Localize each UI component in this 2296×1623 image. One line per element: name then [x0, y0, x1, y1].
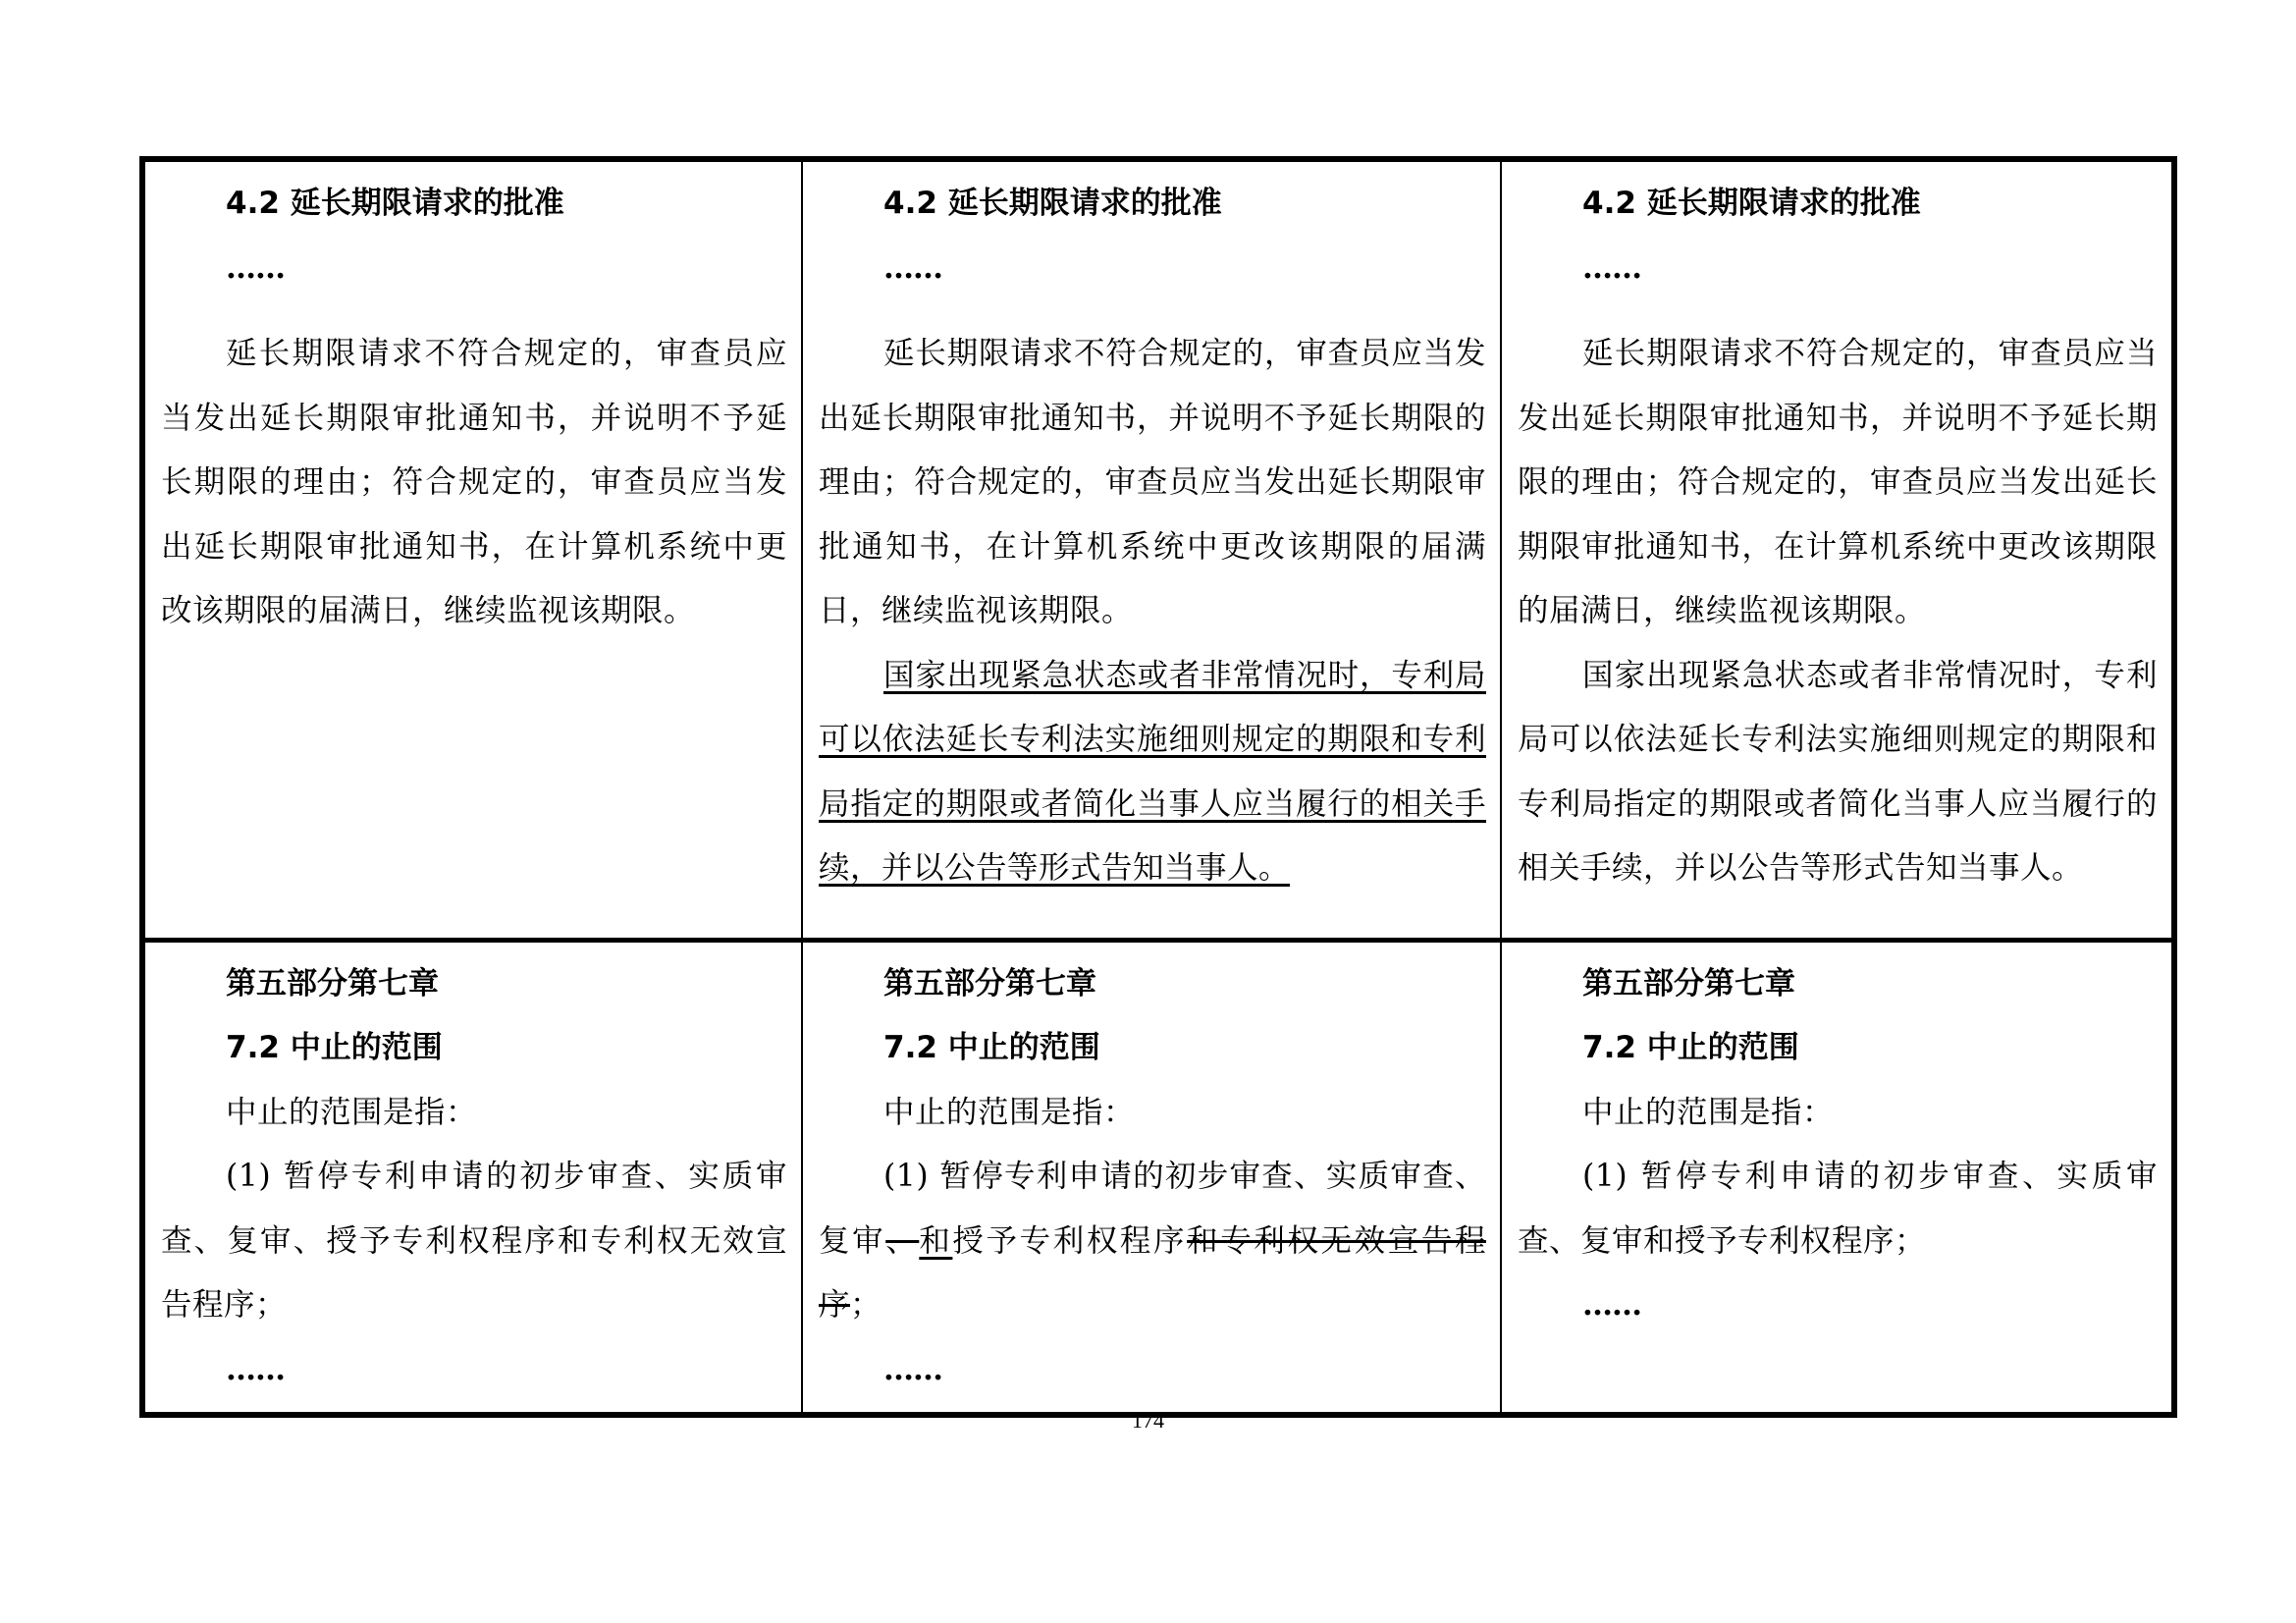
added-paragraph — [819, 644, 1486, 901]
inserted-text: 和 — [919, 1222, 953, 1259]
cell-revision-4-2 — [802, 159, 1501, 940]
deleted-text: 和专利权无效宣告程序 — [819, 1222, 1486, 1323]
intro-text: 中止的范围是指： — [226, 1094, 478, 1130]
list-item: (1) 暂停专利申请的初步审查、实质审查、复审、授予专利权程序和专利权无效宣告程序； — [161, 1159, 787, 1323]
intro-text: 中止的范围是指： — [1582, 1094, 1835, 1130]
paragraph: 延长期限请求不符合规定的，审查员应当发出延长期限审批通知书，并说明不予延长期限的理由；符合规定的，审查员应当发出延长期限审批通知书，在计算机系统中更改该期限的届满日，继续监视该期限。 — [819, 336, 1486, 628]
comparison-table — [139, 156, 2177, 1418]
ellipsis: …… — [226, 249, 285, 286]
cell-original-4-2 — [142, 159, 802, 940]
section-heading: 7.2 中止的范围 — [1582, 1030, 1799, 1065]
cell-revision-7-2 — [802, 940, 1501, 1415]
part-heading: 第五部分第七章 — [1582, 965, 1795, 1001]
section-heading: 4.2 延长期限请求的批准 — [1582, 186, 1921, 221]
part-heading: 第五部分第七章 — [883, 965, 1096, 1001]
section-heading: 4.2 延长期限请求的批准 — [883, 186, 1222, 221]
item-text: 授予专利权程序 — [952, 1222, 1188, 1259]
list-item — [819, 1145, 1486, 1338]
section-heading: 4.2 延长期限请求的批准 — [226, 186, 564, 221]
ellipsis: …… — [883, 1351, 942, 1387]
ellipsis: …… — [226, 1351, 285, 1387]
deleted-text: 、 — [885, 1222, 920, 1259]
table-row — [142, 159, 2174, 940]
item-text: ； — [850, 1287, 882, 1323]
paragraph: 延长期限请求不符合规定的，审查员应当发出延长期限审批通知书，并说明不予延长期限的理由；符合规定的，审查员应当发出延长期限审批通知书，在计算机系统中更改该期限的届满日，继续监视该期限。 — [1518, 336, 2158, 628]
paragraph: 延长期限请求不符合规定的，审查员应当发出延长期限审批通知书，并说明不予延长期限的理由；符合规定的，审查员应当发出延长期限审批通知书，在计算机系统中更改该期限的届满日，继续监视该期限。 — [161, 336, 787, 628]
list-item: (1) 暂停专利申请的初步审查、实质审查、复审和授予专利权程序； — [1518, 1159, 2158, 1259]
page-number: 174 — [1132, 1408, 1164, 1433]
cell-final-7-2 — [1501, 940, 2174, 1415]
part-heading: 第五部分第七章 — [226, 965, 439, 1001]
item-text: (1) 暂停专利申请的初步审查、实质审查、复审 — [819, 1159, 1486, 1259]
ellipsis: …… — [1582, 1287, 1641, 1323]
cell-final-4-2 — [1501, 159, 2174, 940]
section-heading: 7.2 中止的范围 — [226, 1030, 443, 1065]
section-heading: 7.2 中止的范围 — [883, 1030, 1100, 1065]
paragraph: 国家出现紧急状态或者非常情况时，专利局可以依法延长专利法实施细则规定的期限和专利局指定的期限或者简化当事人应当履行的相关手续，并以公告等形式告知当事人。 — [1518, 657, 2158, 886]
ellipsis: …… — [883, 249, 942, 286]
inserted-text: 国家出现紧急状态或者非常情况时，专利局可以依法延长专利法实施细则规定的期限和专利局指定的期限或者简化当事人应当履行的相关手续，并以公告等形式告知当事人。 — [819, 657, 1486, 886]
table-row — [142, 940, 2174, 1415]
ellipsis: …… — [1582, 249, 1641, 286]
cell-original-7-2 — [142, 940, 802, 1415]
intro-text: 中止的范围是指： — [883, 1094, 1136, 1130]
